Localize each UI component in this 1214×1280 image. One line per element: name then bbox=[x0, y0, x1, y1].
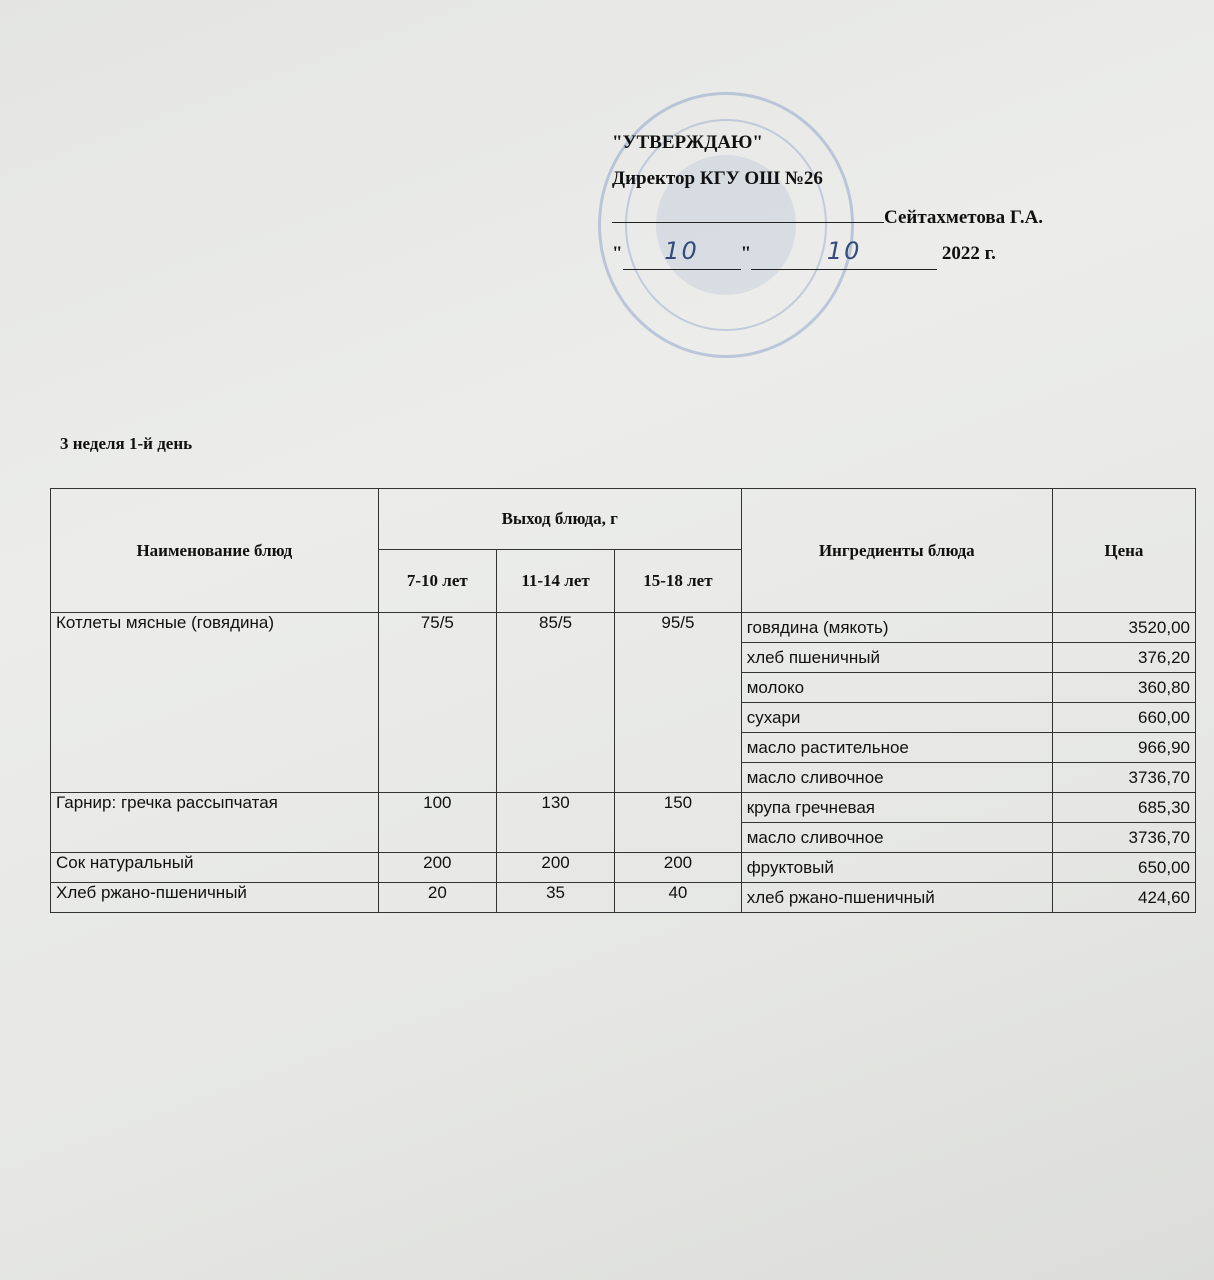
signatory-name: Сейтахметова Г.А. bbox=[884, 207, 1044, 228]
dish-yield: 200 bbox=[615, 853, 742, 883]
date-year: 2022 г. bbox=[941, 243, 996, 264]
approval-position: Директор КГУ ОШ №26 bbox=[612, 168, 823, 189]
table-row bbox=[51, 853, 1196, 883]
date-day: 10 bbox=[664, 237, 699, 265]
ingredient-name: хлеб ржано-пшеничный bbox=[741, 883, 1052, 913]
dish-name: Гарнир: гречка рассыпчатая bbox=[51, 793, 379, 853]
dish-yield: 85/5 bbox=[496, 613, 614, 793]
approval-title: "УТВЕРЖДАЮ" bbox=[612, 132, 763, 153]
ingredient-price: 650,00 bbox=[1052, 853, 1195, 883]
table-row bbox=[51, 883, 1196, 913]
table-row bbox=[51, 613, 1196, 643]
approval-block bbox=[612, 128, 1132, 272]
header-yield: Выход блюда, г bbox=[378, 489, 741, 550]
ingredient-price: 360,80 bbox=[1052, 673, 1195, 703]
dish-yield: 20 bbox=[378, 883, 496, 913]
ingredient-name: масло сливочное bbox=[741, 823, 1052, 853]
menu-body bbox=[51, 613, 1196, 913]
dish-yield: 35 bbox=[496, 883, 614, 913]
day-title: 3 неделя 1-й день bbox=[60, 434, 193, 453]
ingredient-name: крупа гречневая bbox=[741, 793, 1052, 823]
menu-table bbox=[50, 488, 1196, 913]
dish-name: Котлеты мясные (говядина) bbox=[51, 613, 379, 793]
ingredient-name: молоко bbox=[741, 673, 1052, 703]
dish-name: Хлеб ржано-пшеничный bbox=[51, 883, 379, 913]
date-month-blank bbox=[751, 236, 937, 270]
dish-yield: 40 bbox=[615, 883, 742, 913]
dish-yield: 200 bbox=[496, 853, 614, 883]
header-age-15-18: 15-18 лет bbox=[615, 550, 742, 613]
ingredient-price: 3736,70 bbox=[1052, 763, 1195, 793]
signature-line bbox=[612, 200, 1132, 236]
header-age-11-14: 11-14 лет bbox=[496, 550, 614, 613]
ingredient-price: 966,90 bbox=[1052, 733, 1195, 763]
ingredient-price: 660,00 bbox=[1052, 703, 1195, 733]
dish-yield: 130 bbox=[496, 793, 614, 853]
ingredient-name: сухари bbox=[741, 703, 1052, 733]
dish-yield: 150 bbox=[615, 793, 742, 853]
ingredient-price: 3736,70 bbox=[1052, 823, 1195, 853]
date-day-blank bbox=[623, 236, 741, 270]
ingredient-name: масло растительное bbox=[741, 733, 1052, 763]
date-month: 10 bbox=[826, 237, 862, 265]
ingredient-name: масло сливочное bbox=[741, 763, 1052, 793]
dish-name: Сок натуральный bbox=[51, 853, 379, 883]
approval-date bbox=[612, 236, 1132, 272]
dish-yield: 100 bbox=[378, 793, 496, 853]
table-row bbox=[51, 793, 1196, 823]
dish-yield: 95/5 bbox=[615, 613, 742, 793]
dish-yield: 75/5 bbox=[378, 613, 496, 793]
quote-close: " bbox=[740, 243, 752, 264]
header-dish: Наименование блюд bbox=[51, 489, 379, 613]
signature-blank bbox=[612, 200, 884, 223]
header-age-7-10: 7-10 лет bbox=[378, 550, 496, 613]
ingredient-price: 376,20 bbox=[1052, 643, 1195, 673]
ingredient-name: фруктовый bbox=[741, 853, 1052, 883]
header-ingredients: Ингредиенты блюда bbox=[741, 489, 1052, 613]
header-price: Цена bbox=[1052, 489, 1195, 613]
quote-open: " bbox=[612, 243, 623, 264]
ingredient-price: 3520,00 bbox=[1052, 613, 1195, 643]
ingredient-price: 424,60 bbox=[1052, 883, 1195, 913]
dish-yield: 200 bbox=[378, 853, 496, 883]
ingredient-name: хлеб пшеничный bbox=[741, 643, 1052, 673]
ingredient-name: говядина (мякоть) bbox=[741, 613, 1052, 643]
ingredient-price: 685,30 bbox=[1052, 793, 1195, 823]
